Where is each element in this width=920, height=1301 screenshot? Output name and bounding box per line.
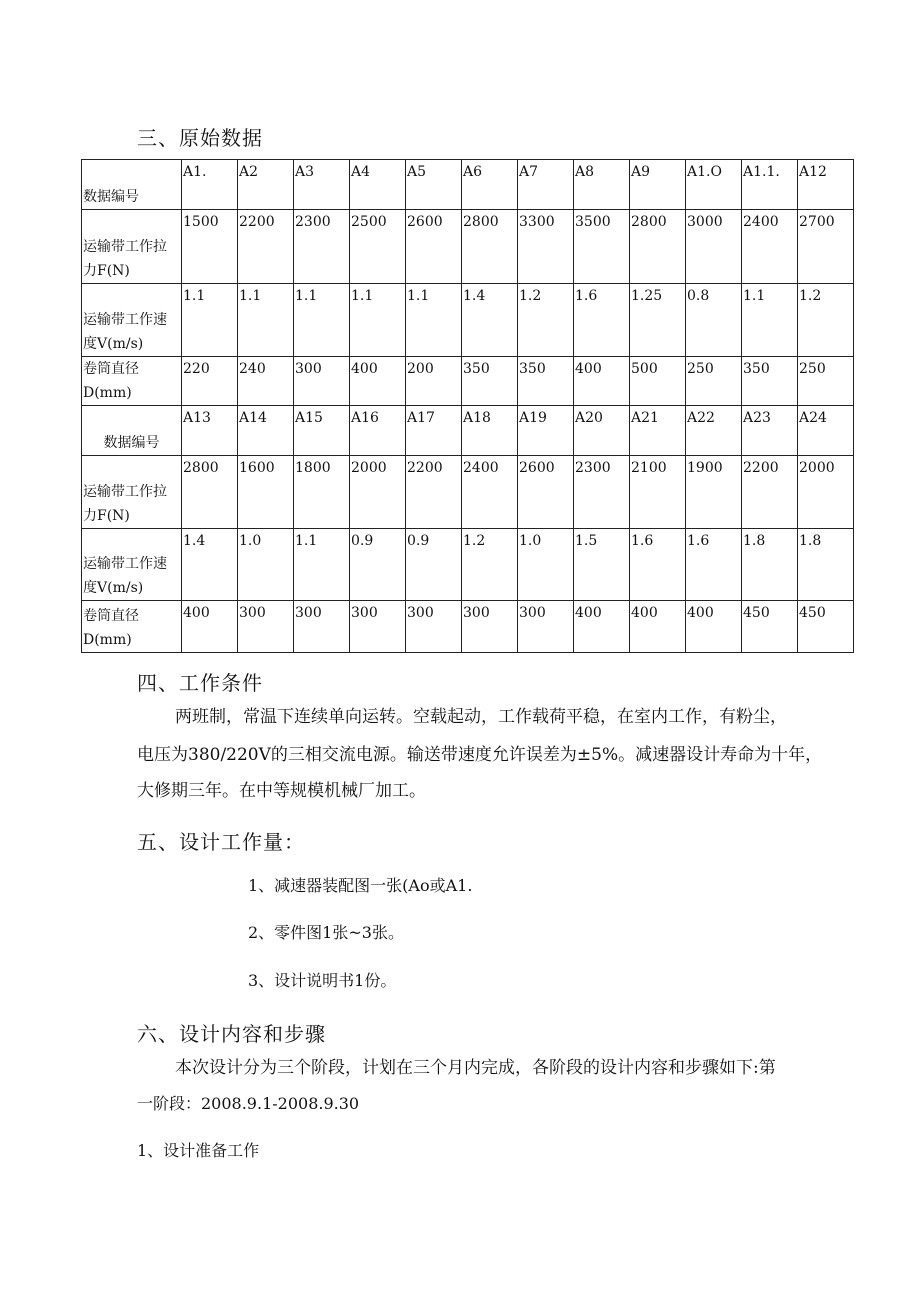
table-cell: 1.2 — [518, 284, 574, 357]
table-cell: 3300 — [518, 210, 574, 284]
table-cell: A5 — [406, 160, 462, 210]
table-cell: A18 — [462, 406, 518, 456]
table-cell: 1.1 — [406, 284, 462, 357]
table-cell: 450 — [798, 601, 854, 653]
table-cell: 300 — [294, 601, 350, 653]
row-label: 运输带工作速度V(m/s) — [82, 529, 182, 601]
design-step-1: 1、设计准备工作 — [137, 1141, 260, 1160]
content-line-2: 一阶段：2008.9.1-2008.9.30 — [137, 1094, 360, 1113]
table-cell: 1.8 — [798, 529, 854, 601]
table-cell: 1.4 — [182, 529, 238, 601]
table-cell: 1.1 — [294, 284, 350, 357]
table-cell: 300 — [518, 601, 574, 653]
table-row — [82, 601, 854, 653]
table-cell: 0.9 — [406, 529, 462, 601]
table-cell: A7 — [518, 160, 574, 210]
table-cell: 200 — [406, 357, 462, 406]
row-label: 卷筒直径D(mm) — [82, 601, 182, 653]
table-cell: 1.8 — [742, 529, 798, 601]
table-cell: A1. — [182, 160, 238, 210]
table-cell: 2600 — [406, 210, 462, 284]
workload-item-3: 3、设计说明书1份。 — [248, 971, 397, 990]
table-cell: 300 — [238, 601, 294, 653]
row-label: 卷筒直径D(mm) — [82, 357, 182, 406]
conditions-line-1: 两班制，常温下连续单向运转。空载起动，工作载荷平稳，在室内工作，有粉尘， — [175, 707, 787, 727]
row-label: 数据编号 — [82, 406, 182, 456]
table-cell: 1.1 — [350, 284, 406, 357]
table-row — [82, 456, 854, 529]
table-cell: 300 — [462, 601, 518, 653]
table-cell: 2200 — [238, 210, 294, 284]
table-row — [82, 406, 854, 456]
content-line-1: 本次设计分为三个阶段，计划在三个月内完成，各阶段的设计内容和步骤如下:第 — [175, 1058, 776, 1078]
workload-item-1: 1、减速器装配图一张(Ao或A1. — [248, 876, 473, 895]
table-cell: 1.2 — [462, 529, 518, 601]
table-cell: 1.5 — [574, 529, 630, 601]
table-cell: 300 — [350, 601, 406, 653]
table-cell: 2200 — [742, 456, 798, 529]
table-cell: 2500 — [350, 210, 406, 284]
row-label: 运输带工作拉力F(N) — [82, 210, 182, 284]
table-cell: 350 — [742, 357, 798, 406]
table-cell: A8 — [574, 160, 630, 210]
table-cell: 1.4 — [462, 284, 518, 357]
table-cell: 1.6 — [630, 529, 686, 601]
table-cell: A3 — [294, 160, 350, 210]
table-cell: 1.0 — [518, 529, 574, 601]
row-label: 运输带工作拉力F(N) — [82, 456, 182, 529]
workload-item-2: 2、零件图1张~3张。 — [248, 923, 404, 942]
table-cell: A23 — [742, 406, 798, 456]
table-cell: 1800 — [294, 456, 350, 529]
section-heading-working-conditions: 四、工作条件 — [137, 671, 263, 695]
table-cell: 3500 — [574, 210, 630, 284]
table-cell: 400 — [574, 357, 630, 406]
table-cell: 1500 — [182, 210, 238, 284]
table-cell: 0.8 — [686, 284, 742, 357]
table-cell: 1900 — [686, 456, 742, 529]
table-cell: 2300 — [574, 456, 630, 529]
table-cell: A13 — [182, 406, 238, 456]
table-cell: 2700 — [798, 210, 854, 284]
table-cell: 2800 — [182, 456, 238, 529]
table-cell: 2400 — [742, 210, 798, 284]
table-cell: 240 — [238, 357, 294, 406]
table-cell: A1.1. — [742, 160, 798, 210]
table-cell: A16 — [350, 406, 406, 456]
table-cell: A24 — [798, 406, 854, 456]
table-cell: 220 — [182, 357, 238, 406]
table-cell: 1600 — [238, 456, 294, 529]
conditions-line-2: 电压为380/220V的三相交流电源。输送带速度允许误差为±5%。减速器设计寿命为十年， — [137, 745, 823, 765]
table-cell: 350 — [462, 357, 518, 406]
table-row — [82, 210, 854, 284]
table-cell: 2300 — [294, 210, 350, 284]
section-heading-design-content: 六、设计内容和步骤 — [137, 1022, 326, 1046]
table-cell: 1.6 — [574, 284, 630, 357]
table-cell: A15 — [294, 406, 350, 456]
table-cell: A6 — [462, 160, 518, 210]
table-cell: A2 — [238, 160, 294, 210]
table-cell: 1.2 — [798, 284, 854, 357]
table-cell: A12 — [798, 160, 854, 210]
conditions-line-3: 大修期三年。在中等规模机械厂加工。 — [137, 781, 426, 801]
table-cell: 1.1 — [182, 284, 238, 357]
raw-data-table — [81, 159, 854, 653]
table-cell: 350 — [518, 357, 574, 406]
section-heading-workload: 五、设计工作量： — [137, 830, 305, 854]
table-row — [82, 357, 854, 406]
table-cell: 2000 — [350, 456, 406, 529]
table-cell: A4 — [350, 160, 406, 210]
table-cell: 2600 — [518, 456, 574, 529]
table-cell: 250 — [798, 357, 854, 406]
table-cell: 2800 — [630, 210, 686, 284]
table-cell: A21 — [630, 406, 686, 456]
table-cell: 1.1 — [294, 529, 350, 601]
table-cell: 250 — [686, 357, 742, 406]
table-cell: 400 — [574, 601, 630, 653]
table-cell: A17 — [406, 406, 462, 456]
table-row — [82, 529, 854, 601]
table-cell: A20 — [574, 406, 630, 456]
table-row — [82, 284, 854, 357]
table-cell: 400 — [350, 357, 406, 406]
table-cell: 1.25 — [630, 284, 686, 357]
table-cell: 500 — [630, 357, 686, 406]
table-cell: 2200 — [406, 456, 462, 529]
section-heading-raw-data: 三、原始数据 — [137, 126, 263, 150]
table-cell: 2000 — [798, 456, 854, 529]
row-label: 运输带工作速度V(m/s) — [82, 284, 182, 357]
table-cell: 1.0 — [238, 529, 294, 601]
table-cell: A19 — [518, 406, 574, 456]
table-cell: 0.9 — [350, 529, 406, 601]
table-row — [82, 160, 854, 210]
table-cell: 1.1 — [742, 284, 798, 357]
table-cell: 400 — [686, 601, 742, 653]
table-cell: 400 — [630, 601, 686, 653]
table-cell: 3000 — [686, 210, 742, 284]
table-cell: 2100 — [630, 456, 686, 529]
table-cell: A14 — [238, 406, 294, 456]
row-label: 数据编号 — [82, 160, 182, 210]
table-cell: 300 — [294, 357, 350, 406]
table-cell: 2800 — [462, 210, 518, 284]
table-cell: A1.O — [686, 160, 742, 210]
table-cell: 300 — [406, 601, 462, 653]
table-cell: A22 — [686, 406, 742, 456]
table-cell: 400 — [182, 601, 238, 653]
table-cell: 1.1 — [238, 284, 294, 357]
table-cell: 1.6 — [686, 529, 742, 601]
table-cell: 2400 — [462, 456, 518, 529]
table-cell: 450 — [742, 601, 798, 653]
table-cell: A9 — [630, 160, 686, 210]
